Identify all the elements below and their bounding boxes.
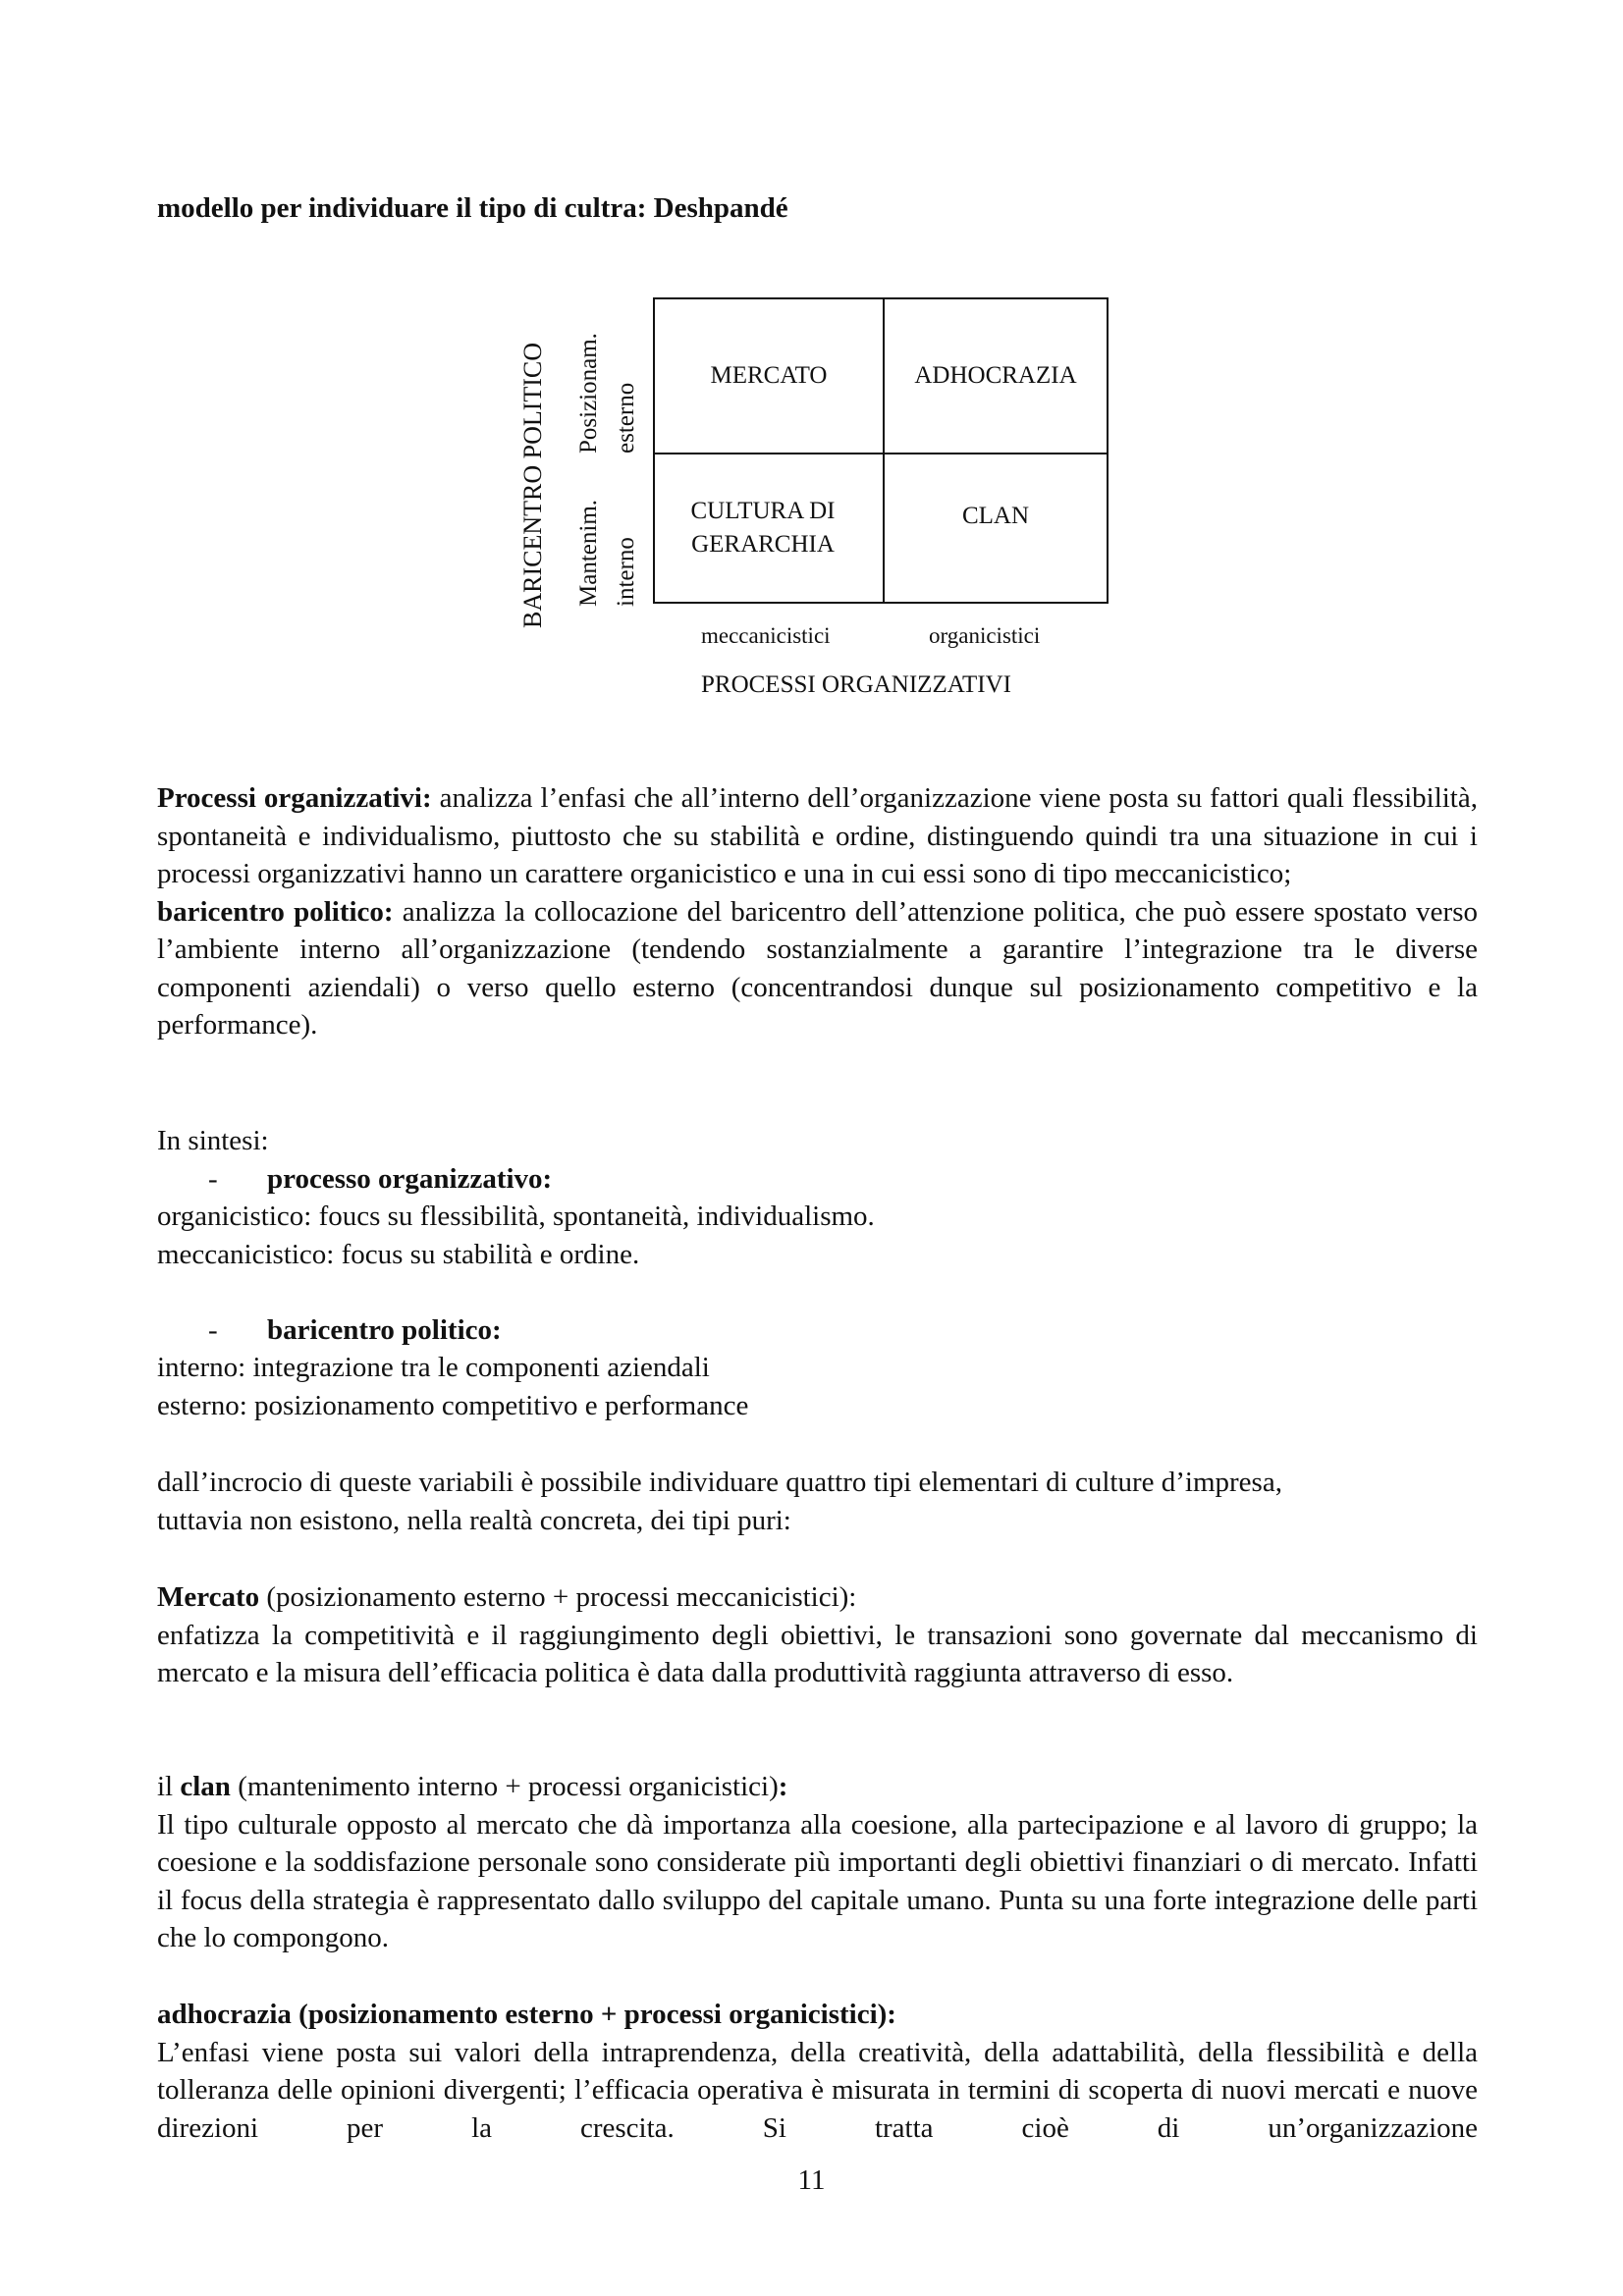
summary-item1-header [157, 1160, 1478, 1199]
quadrant-mercato: MERCATO [710, 362, 828, 389]
quadrant-grid [653, 297, 1109, 604]
summary-item1-title: processo organizzativo: [267, 1162, 553, 1195]
term-baricentro: baricentro politico: [157, 895, 394, 928]
summary-item2-line1: interno: integrazione tra le componenti aziendali [157, 1352, 710, 1383]
y-axis-top-label-line1: Posizionam. [575, 333, 602, 454]
y-axis-top-label-line2: esterno [613, 382, 639, 454]
clan-term: clan [180, 1771, 231, 1802]
intro-types-line2: tuttavia non esistono, nella realtà concreta, dei tipi puri: [157, 1504, 791, 1536]
y-axis-bottom-label-line1: Mantenim. [575, 499, 602, 607]
summary-item1-line2: meccanicistico: focus su stabilità e ordine. [157, 1238, 640, 1270]
clan-pre: il [157, 1771, 181, 1802]
mercato-paren: (posizionamento esterno + processi meccanicistici): [259, 1581, 857, 1613]
paragraph-processi [157, 779, 1478, 893]
text-baricentro: analizza la collocazione del baricentro dell’attenzione politica, che può essere spostato verso l’ambiente interno all’organizzazione (tendendo sostanzialmente a garantire l’integrazione tra le diverse componenti aziendali) o verso quello esterno (concentrandosi dunque sul posizionamento competitivo e la performance). [157, 895, 1478, 1041]
clan-paren: (mantenimento interno + processi organicistici) [230, 1771, 779, 1802]
paragraph-baricentro [157, 893, 1478, 1044]
quadrant-gerarchia-line2: GERARCHIA [691, 531, 835, 558]
clan-colon: : [778, 1771, 788, 1802]
summary-item2-title: baricentro politico: [267, 1313, 502, 1346]
page-heading: modello per individuare il tipo di cultra: Deshpandé [157, 192, 788, 224]
intro-types-line1: dall’incrocio di queste variabili è possibile individuare quattro tipi elementari di culture d’impresa, [157, 1467, 1282, 1498]
clan-text: Il tipo culturale opposto al mercato che dà importanza alla coesione, alla partecipazione e al lavoro di gruppo; la coesione e la soddisfazione personale sono considerate più importanti degli obiettivi finanziari o di mercato. Infatti il focus della strategia è rappresentato dallo sviluppo del capitale umano. Punta su una forte integrazione delle parti che lo compongono. [157, 1808, 1478, 1953]
adhocrazia-block [157, 1996, 1478, 2147]
page-number: 11 [797, 2164, 826, 2196]
summary-item1-line1: organicistico: foucs su flessibilità, spontaneità, individualismo. [157, 1201, 875, 1232]
clan-header [157, 1768, 1478, 1806]
mercato-term: Mercato [157, 1581, 260, 1613]
adhocrazia-text: L’enfasi viene posta sui valori della intraprendenza, della creatività, della adattabilità, della flessibilità e della tolleranza delle opinioni divergenti; l’efficacia operativa è misurata in termini di scoperta di nuovi mercati e nuove direzioni per la crescita. Si tratta cioè di un’organizzazione [157, 2036, 1478, 2144]
spacer [157, 1273, 1478, 1311]
summary-intro: In sintesi: [157, 1125, 269, 1156]
term-processi: Processi organizzativi: [157, 782, 432, 814]
summary-item2-line2: esterno: posizionamento competitivo e performance [157, 1389, 749, 1421]
mercato-block [157, 1578, 1478, 1692]
quadrant-clan: CLAN [961, 503, 1030, 529]
summary-item2-header [157, 1311, 1478, 1350]
deshpande-diagram [491, 294, 1100, 717]
adhocrazia-title: adhocrazia (posizionamento esterno + processi organicistici): [157, 1999, 896, 2030]
quadrant-adhocrazia: ADHOCRAZIA [914, 362, 1077, 389]
x-axis-left-label: meccanicistici [701, 623, 831, 648]
text-processi: analizza l’enfasi che all’interno dell’organizzazione viene posta su fattori quali flessibilità, spontaneità e individualismo, piuttosto che su stabilità e ordine, distinguendo quindi tra una situazione in cui i processi organizzativi hanno un carattere organicistico e una in cui essi sono di tipo meccanicistico; [157, 782, 1478, 889]
x-axis-title: PROCESSI ORGANIZZATIVI [701, 671, 1011, 698]
x-axis-right-label: organicistici [929, 623, 1041, 648]
intro-types-block [157, 1464, 1478, 1539]
mercato-header [157, 1578, 1478, 1617]
bullet-dash: - [208, 1162, 218, 1195]
summary-block [157, 1122, 1478, 1424]
quadrant-gerarchia-line1: CULTURA DI [690, 498, 836, 524]
clan-block [157, 1768, 1478, 1957]
adhocrazia-header [157, 1996, 1478, 2034]
y-axis-bottom-label-line2: interno [613, 537, 639, 607]
y-axis-title: BARICENTRO POLITICO [518, 342, 547, 628]
quadrant-gerarchia [655, 454, 871, 602]
mercato-text: enfatizza la competitività e il raggiungimento degli obiettivi, le transazioni sono governate dal meccanismo di mercato e la misura dell’efficacia politica è data dalla produttività raggiunta attraverso di esso. [157, 1619, 1478, 1688]
bullet-dash: - [208, 1313, 218, 1346]
definitions-block [157, 779, 1478, 1044]
